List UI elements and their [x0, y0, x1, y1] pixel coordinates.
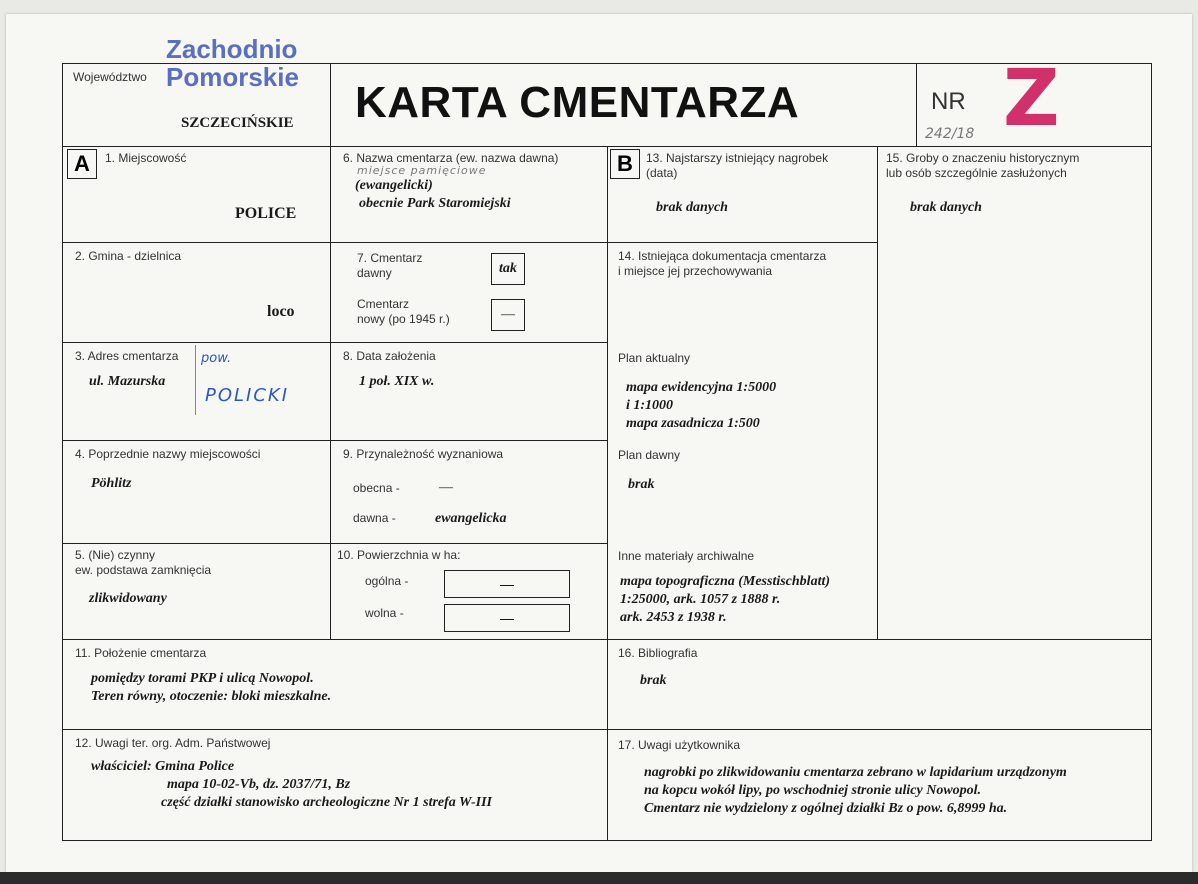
field-2-label: 2. Gmina - dzielnica	[75, 249, 182, 263]
nr-mark: Z	[1003, 54, 1060, 144]
field-2-cell	[62, 242, 331, 343]
field-9-dawna-label: dawna -	[353, 511, 396, 525]
field-8-cell	[330, 342, 608, 441]
field-3-hand-policki: POLICKI	[205, 385, 290, 406]
field-13-value: brak danych	[656, 200, 728, 215]
field-7-checkbox-old[interactable]	[491, 253, 525, 285]
field-1-cell	[62, 146, 331, 243]
cemetery-card	[62, 54, 1152, 841]
field-9-obecna-label: obecna -	[353, 481, 400, 495]
field-17-value: nagrobki po zlikwidowaniu cmentarza zebrano w lapidarium urządzonym na kopcu wokół lipy, po wschodniej stronie ulicy Nowopol. Cmentarz nie wydzielony z ogólnej działki Bz o pow. 6,8999 ha.	[644, 765, 1067, 816]
field-15-value: brak danych	[910, 200, 982, 215]
field-16-cell	[607, 639, 1152, 730]
region-stamp-line1: Zachodnio	[166, 34, 298, 64]
field-14-label: 14. Istniejąca dokumentacja cmentarza i miejsce jej przechowywania	[618, 249, 827, 278]
plan-aktualny-value: mapa ewidencyjna 1:5000 i 1:1000 mapa zasadnicza 1:500	[626, 380, 777, 431]
field-4-cell	[62, 440, 331, 544]
plan-aktualny-label: Plan aktualny	[618, 351, 691, 365]
field-14-cell	[607, 242, 878, 640]
field-6-handwritten: miejsce pamięciowe	[357, 164, 487, 177]
field-7-checkbox-old-value: tak	[499, 261, 517, 276]
field-10-ogolna-label: ogólna -	[365, 574, 409, 588]
field-16-label: 16. Bibliografia	[618, 646, 698, 660]
field-10-cell	[330, 543, 608, 640]
field-13-cell	[607, 146, 878, 243]
field-6-cell	[330, 146, 608, 243]
wojewodztwo-value: SZCZECIŃSKIE	[181, 115, 294, 131]
field-10-ogolna-input[interactable]	[444, 570, 570, 598]
field-5-label: 5. (Nie) czynny ew. podstawa zamknięcia	[75, 548, 212, 577]
header-wojewodztwo-cell	[62, 63, 331, 147]
plan-dawny-label: Plan dawny	[618, 448, 681, 462]
field-12-cell	[62, 729, 608, 841]
field-7-checkbox-new-value: —	[501, 307, 515, 322]
field-3-value: ul. Mazurska	[89, 374, 166, 389]
field-10-ogolna-value: —	[500, 576, 514, 592]
header-nr-cell	[916, 54, 1152, 147]
field-12-parcel: część działki stanowisko archeologiczne Nr 1 strefa W-III	[161, 795, 492, 810]
field-3-hand-pow: pow.	[201, 351, 232, 366]
field-1-label: 1. Miejscowość	[105, 151, 187, 165]
field-7-label-new: Cmentarz nowy (po 1945 r.)	[357, 297, 450, 326]
field-8-label: 8. Data założenia	[343, 349, 436, 363]
field-3-cell	[62, 342, 331, 441]
field-15-cell	[877, 146, 1152, 640]
field-6-value-current: obecnie Park Staromiejski	[359, 196, 511, 211]
field-5-value: zlikwidowany	[89, 591, 167, 606]
field-7-label-old: 7. Cmentarz dawny	[357, 251, 423, 280]
region-stamp-line2: Pomorskie	[166, 62, 299, 92]
field-11-label: 11. Położenie cmentarza	[75, 646, 207, 660]
field-9-label: 9. Przynależność wyznaniowa	[343, 447, 504, 461]
field-6-label: 6. Nazwa cmentarza (ew. nazwa dawna)	[343, 151, 559, 165]
other-materials-label: Inne materiały archiwalne	[618, 549, 755, 563]
field-16-value: brak	[640, 673, 667, 688]
field-10-wolna-label: wolna -	[365, 606, 404, 620]
page-title: KARTA CMENTARZA	[355, 78, 800, 127]
nr-label: NR	[931, 88, 966, 115]
field-2-value: loco	[267, 303, 295, 320]
section-b-marker: B	[610, 149, 640, 179]
field-3-label: 3. Adres cmentarza	[75, 349, 179, 363]
field-10-wolna-value: —	[500, 610, 514, 626]
scan-edge	[0, 872, 1198, 884]
field-9-dawna-value: ewangelicka	[435, 511, 507, 526]
wojewodztwo-label: Województwo	[73, 70, 147, 84]
plan-dawny-value: brak	[628, 477, 655, 492]
header-title-cell	[330, 63, 917, 147]
field-6-value-old: (ewangelicki)	[355, 178, 433, 193]
section-a-marker: A	[67, 149, 97, 179]
field-10-label: 10. Powierzchnia w ha:	[337, 548, 461, 562]
field-11-cell	[62, 639, 608, 730]
field-17-label: 17. Uwagi użytkownika	[618, 738, 741, 752]
field-12-map: mapa 10-02-Vb, dz. 2037/71, Bz	[167, 777, 351, 792]
field-10-wolna-input[interactable]	[444, 604, 570, 632]
field-11-value: pomiędzy torami PKP i ulicą Nowopol. Teren równy, otoczenie: bloki mieszkalne.	[91, 671, 332, 704]
field-1-value: POLICE	[235, 205, 297, 222]
other-materials-value: mapa topograficzna (Messtischblatt) 1:25000, ark. 1057 z 1888 r. ark. 2453 z 1938 r.	[620, 574, 831, 625]
field-4-label: 4. Poprzednie nazwy miejscowości	[75, 447, 261, 461]
field-4-value: Pöhlitz	[91, 476, 132, 491]
field-12-owner: właściciel: Gmina Police	[91, 759, 235, 774]
field-8-value: 1 poł. XIX w.	[359, 374, 435, 389]
field-12-label: 12. Uwagi ter. org. Adm. Państwowej	[75, 736, 271, 750]
field-3-divider	[195, 345, 196, 415]
field-13-label: 13. Najstarszy istniejący nagrobek (data)	[646, 151, 829, 180]
field-7-cell	[330, 242, 608, 343]
field-9-obecna-value: —	[439, 480, 453, 495]
field-17-cell	[607, 729, 1152, 841]
nr-handwritten: 242/18	[925, 126, 975, 142]
field-5-cell	[62, 543, 331, 640]
field-7-checkbox-new[interactable]	[491, 299, 525, 331]
field-9-cell	[330, 440, 608, 544]
field-15-label: 15. Groby o znaczeniu historycznym lub osób szczególnie zasłużonych	[886, 151, 1080, 180]
